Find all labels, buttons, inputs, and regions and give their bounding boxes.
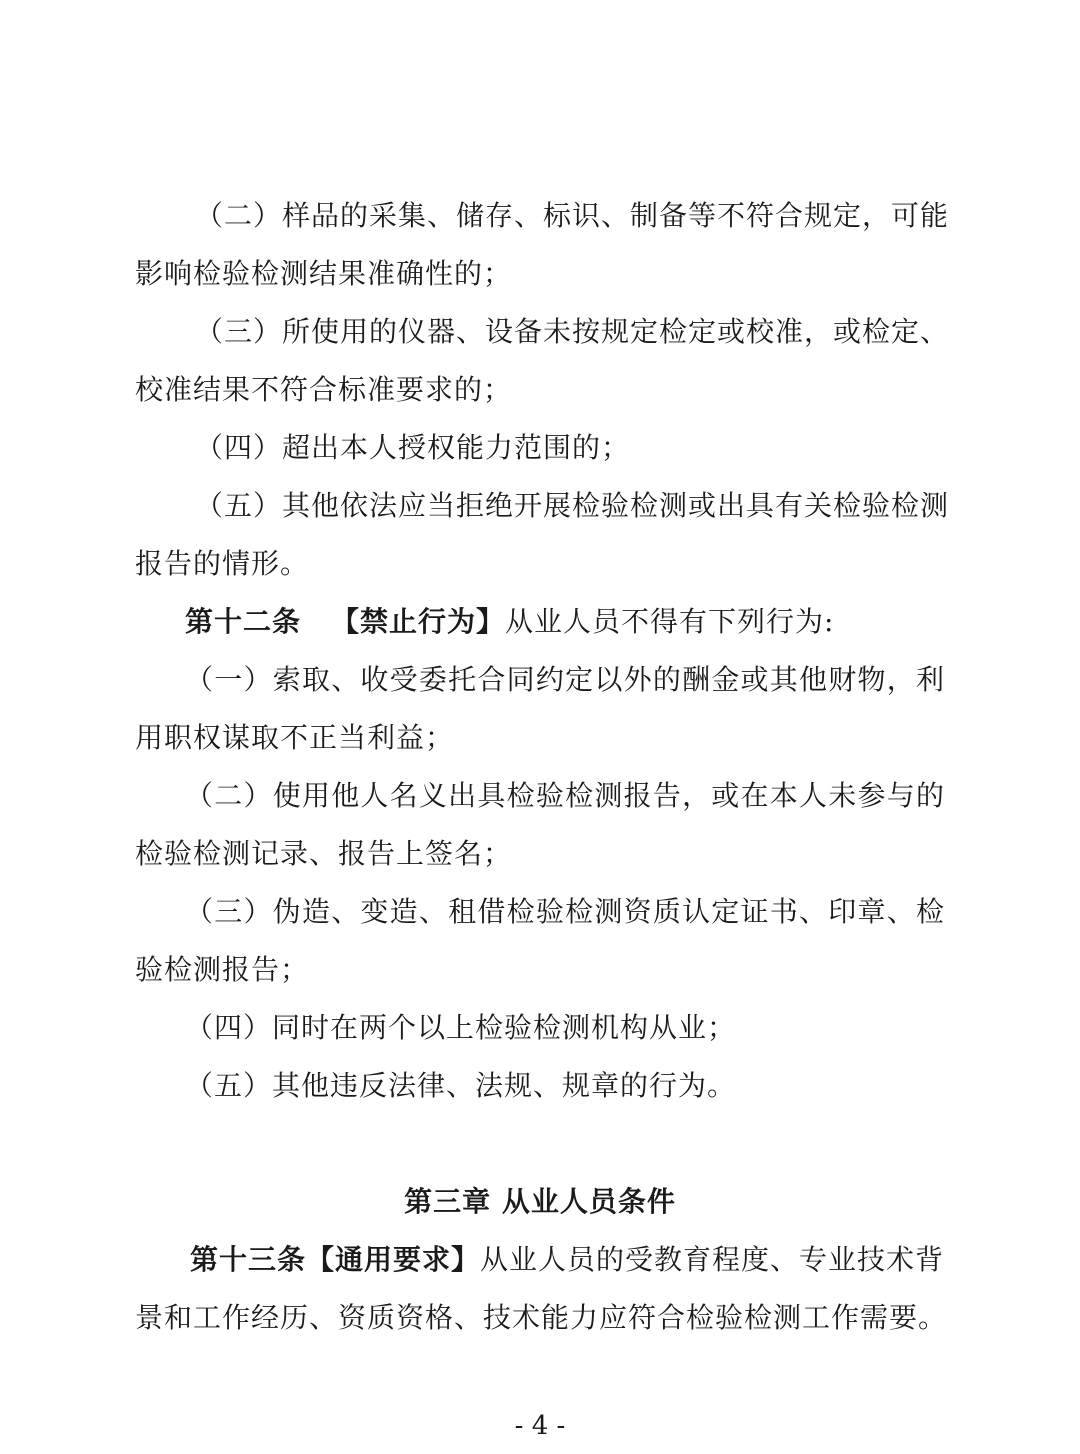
chapter-title: 第三章 从业人员条件 — [404, 1185, 676, 1218]
paragraph-line: （五）其他违反法律、法规、规章的行为。 — [185, 1069, 737, 1102]
paragraph-line: 校准结果不符合标准要求的； — [135, 373, 513, 406]
paragraph-line: 报告的情形。 — [135, 547, 310, 580]
paragraph-line: （四）超出本人授权能力范围的； — [195, 431, 631, 464]
paragraph-line: 验检测报告； — [135, 953, 310, 986]
paragraph-line: （一）索取、收受委托合同约定以外的酬金或其他财物，利 — [185, 663, 945, 696]
article-heading: 第十二条 — [185, 605, 302, 638]
page-number: - 4 - — [514, 1411, 566, 1441]
article-12-line — [185, 602, 945, 642]
article-13-line — [190, 1240, 945, 1280]
article-heading: 第十三条【通用要求】 — [190, 1243, 481, 1276]
paragraph-line: 用职权谋取不正当利益； — [135, 721, 455, 754]
article-text: 从业人员的受教育程度、专业技术背 — [480, 1243, 945, 1276]
paragraph-line: 景和工作经历、资质资格、技术能力应符合检验检测工作需要。 — [135, 1301, 948, 1334]
article-text: 从业人员不得有下列行为: — [505, 605, 835, 638]
paragraph-line: （三）所使用的仪器、设备未按规定检定或校准，或检定、 — [195, 315, 950, 348]
article-title: 【禁止行为】 — [331, 605, 506, 638]
paragraph-line: 检验检测记录、报告上签名； — [135, 837, 513, 870]
paragraph-line: （五）其他依法应当拒绝开展检验检测或出具有关检验检测 — [195, 489, 950, 522]
paragraph-line: （二）使用他人名义出具检验检测报告，或在本人未参与的 — [185, 779, 945, 812]
paragraph-line: （四）同时在两个以上检验检测机构从业； — [185, 1011, 737, 1044]
paragraph-line: 影响检验检测结果准确性的； — [135, 257, 513, 290]
paragraph-line: （三）伪造、变造、租借检验检测资质认定证书、印章、检 — [185, 895, 945, 928]
paragraph-line: （二）样品的采集、储存、标识、制备等不符合规定，可能 — [195, 199, 950, 232]
